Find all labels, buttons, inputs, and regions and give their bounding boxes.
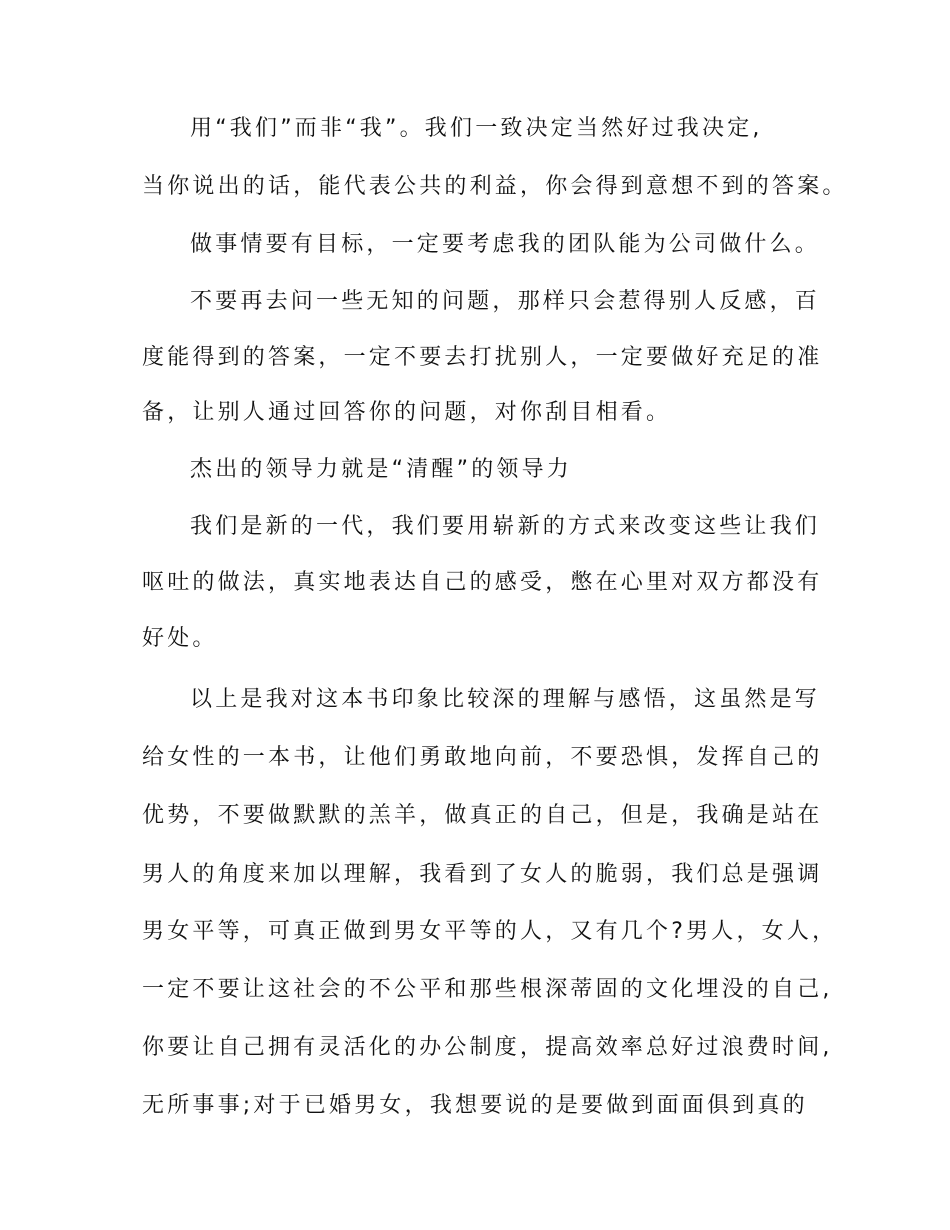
text-line: 优势，不要做默默的羔羊，做真正的自己，但是，我确是站在	[142, 803, 823, 828]
text-line: 度能得到的答案，一定不要去打扰别人，一定要做好充足的准	[142, 345, 823, 370]
text-line: 给女性的一本书，让他们勇敢地向前，不要恐惧，发挥自己的	[142, 745, 823, 770]
text-line: 一定不要让这社会的不公平和那些根深蒂固的文化埋没的自己,	[142, 977, 833, 1002]
text-line: 呕吐的做法，真实地表达自己的感受，憋在心里对双方都没有	[142, 570, 823, 595]
text-line: 做事情要有目标，一定要考虑我的团队能为公司做什么。	[190, 232, 821, 257]
text-line: 好处。	[142, 626, 218, 651]
text-line: 无所事事;对于已婚男女，我想要说的是要做到面面俱到真的	[142, 1093, 808, 1118]
text-line: 备，让别人通过回答你的问题，对你刮目相看。	[142, 400, 672, 425]
text-line: 男女平等，可真正做到男女平等的人，又有几个?男人，女人，	[142, 919, 838, 944]
text-line: 用“我们”而非“我”。我们一致决定当然好过我决定,	[190, 116, 763, 141]
text-line: 当你说出的话，能代表公共的利益，你会得到意想不到的答案。	[142, 174, 848, 199]
section-heading: 杰出的领导力就是“清醒”的领导力	[190, 457, 572, 482]
text-line: 我们是新的一代，我们要用崭新的方式来改变这些让我们	[190, 514, 821, 539]
text-line: 男人的角度来加以理解，我看到了女人的脆弱，我们总是强调	[142, 862, 823, 887]
text-line: 不要再去问一些无知的问题，那样只会惹得别人反感，百	[190, 289, 821, 314]
text-line: 以上是我对这本书印象比较深的理解与感悟，这虽然是写	[190, 687, 821, 712]
text-line: 你要让自己拥有灵活化的办公制度，提高效率总好过浪费时间,	[142, 1035, 833, 1060]
